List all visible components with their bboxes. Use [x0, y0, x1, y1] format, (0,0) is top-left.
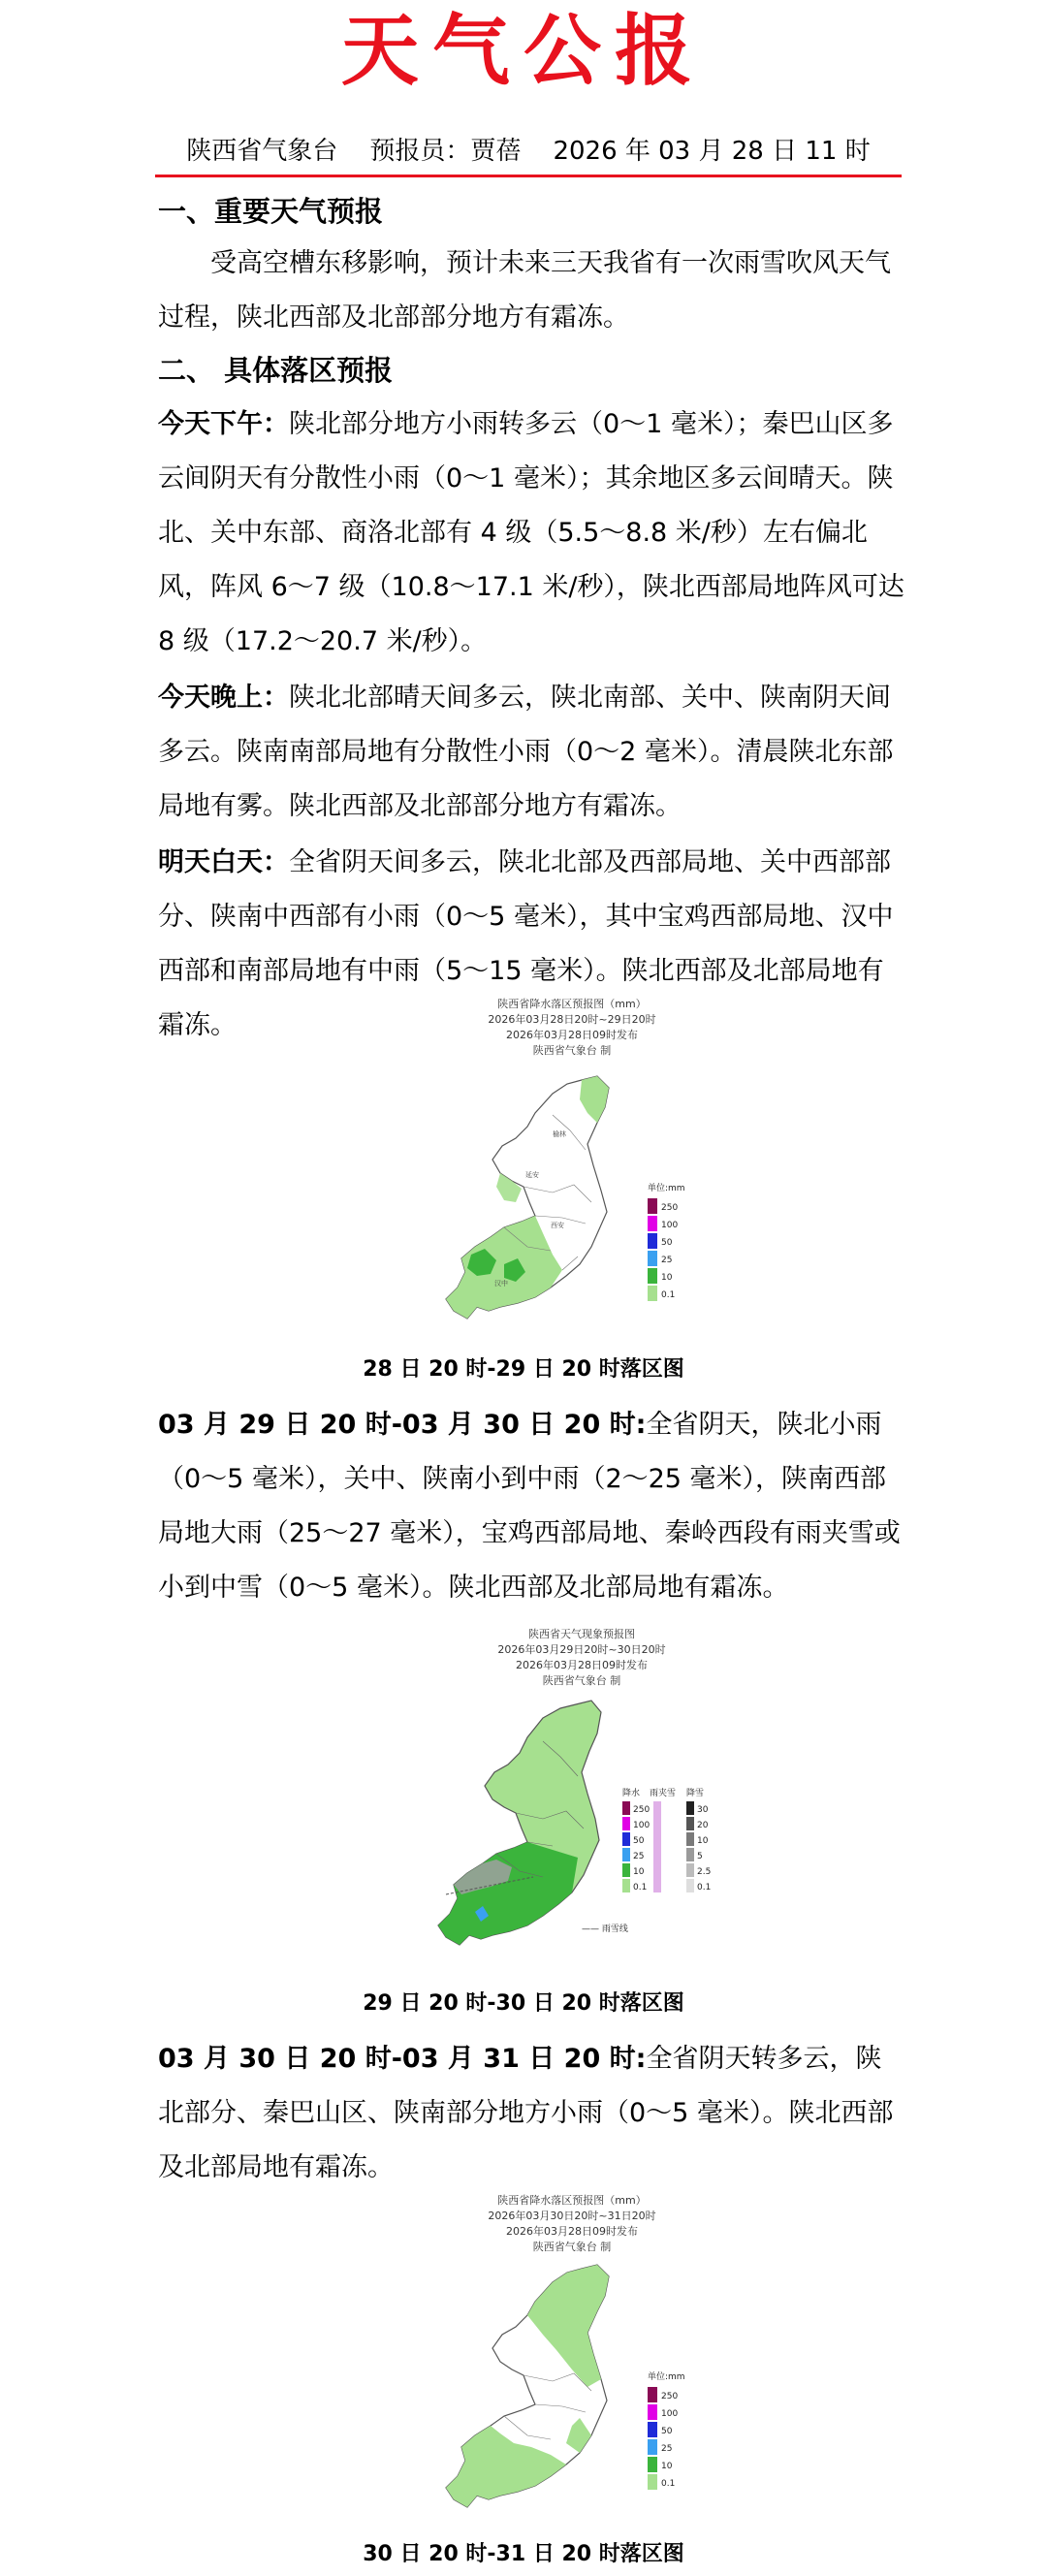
map3-legend-label-25: 25 [661, 2444, 673, 2454]
map1-period: 2026年03月28日20时~29日20时 [488, 1013, 656, 1026]
map1-legend [648, 1198, 678, 1301]
map1-svg [407, 1057, 737, 1348]
station-name: 陕西省气象台 [186, 137, 338, 166]
legend-swatch-250 [648, 1198, 657, 1214]
map1-producer: 陕西省气象台 制 [532, 1044, 612, 1057]
tomorrow-text: 全省阴天间多云，陕北北部及西部局地、关中西部部分、陕南中西部有小雨（0～5 毫米），其中宝鸡西部局地、汉中西部和南部局地有中雨（5～15 毫米）。陕北西部及北部局地有霜冻。 [158, 847, 894, 1040]
map2-svg [407, 1687, 756, 1968]
legend-label-0.1: 0.1 [661, 1290, 676, 1300]
map2-legend-label-100: 100 [633, 1821, 650, 1830]
meta-text [155, 132, 902, 171]
map3-legend-label-0.1: 0.1 [661, 2479, 676, 2489]
legend-label-250: 250 [661, 1203, 679, 1213]
map2-snow-label-30: 30 [697, 1805, 709, 1815]
map2-legend-snow [686, 1801, 711, 1892]
issue-datetime: 2026 年 03 月 28 日 11 时 [553, 137, 871, 166]
map2-legend-sleet-title: 雨夹雪 [650, 1789, 677, 1798]
legend-swatch-100 [648, 1216, 657, 1231]
map1-issued: 2026年03月28日09时发布 [506, 1029, 638, 1041]
precip-map-3 [407, 2189, 737, 2534]
map2-caption: 29 日 20 时-30 日 20 时落区图 [363, 1991, 684, 2016]
map2-snow-label-5: 5 [697, 1852, 703, 1861]
map2-legend-sleet [653, 1801, 661, 1892]
map2-legend-rain [622, 1801, 650, 1892]
map2-legend-label-250: 250 [633, 1805, 650, 1815]
map2-legend-rain-title: 降水 [622, 1789, 641, 1798]
meta-header [155, 132, 902, 177]
legend-label-100: 100 [661, 1221, 679, 1230]
forecast-tonight [158, 671, 904, 834]
map3-legend [648, 2387, 678, 2490]
map2-issued: 2026年03月28日09时发布 [516, 1659, 648, 1671]
section2-heading: 二、 具体落区预报 [158, 354, 394, 387]
tonight-text: 陕北北部晴天间多云，陕北南部、关中、陕南阴天间多云。陕南南部局地有分散性小雨（0～2 毫米）。清晨陕北东部局地有雾。陕北西部及北部部分地方有霜冻。 [158, 683, 894, 821]
map2-line-legend: —— 雨雪线 [582, 1924, 628, 1934]
tomorrow-label: 明天白天： [158, 847, 289, 877]
map2-legend-label-10: 10 [633, 1867, 645, 1877]
forecast-30-31 [158, 2032, 904, 2195]
precip-map-1 [407, 991, 737, 1340]
map1-caption: 28 日 20 时-29 日 20 时落区图 [363, 1357, 684, 1382]
legend-swatch-50 [648, 1233, 657, 1249]
map3-caption: 30 日 20 时-31 日 20 时落区图 [363, 2542, 684, 2566]
map3-legend-label-50: 50 [661, 2427, 673, 2436]
map1-city-label-1: 榆林 [553, 1130, 566, 1138]
afternoon-text: 陕北部分地方小雨转多云（0～1 毫米）；秦巴山区多云间阴天有分散性小雨（0～1 毫米）；其余地区多云间晴天。陕北、关中东部、商洛北部有 4 级（5.5～8.8 米/秒）左右偏北风，阵风 6～7 级（10.8～17.1 米/秒），陕北西部局地阵风可达 8 级（17.2～20.7 米/秒）。 [158, 409, 904, 656]
map2-snow-label-20: 20 [697, 1821, 709, 1830]
afternoon-label: 今天下午： [158, 409, 289, 439]
map1-legend-title: 单位:mm [648, 1184, 685, 1193]
map3-legend-title: 单位:mm [648, 2372, 685, 2382]
period-29-30-text: 全省阴天，陕北小雨（0～5 毫米），关中、陕南小到中雨（2～25 毫米），陕南西部局地大雨（25～27 毫米），宝鸡西部局地、秦岭西段有雨夹雪或小到中雪（0～5 毫米）。陕北西部及北部局地有霜冻。 [158, 1410, 901, 1603]
map2-producer: 陕西省气象台 制 [542, 1674, 621, 1687]
forecaster: 预报员：贾蓓 [369, 137, 522, 166]
period-30-31-text: 全省阴天转多云，陕北部分、秦巴山区、陕南部分地方小雨（0～5 毫米）。陕北西部及北部局地有霜冻。 [158, 2044, 894, 2182]
map1-city-label-4: 汉中 [494, 1280, 508, 1288]
map1-city-label-3: 西安 [551, 1222, 564, 1229]
map2-legend-label-25: 25 [633, 1852, 645, 1861]
moderate-rain-belt [438, 1842, 578, 1945]
map2-period: 2026年03月29日20时~30日20时 [497, 1643, 666, 1656]
map2-legend-snow-title: 降雪 [686, 1789, 705, 1798]
map3-issued: 2026年03月28日09时发布 [506, 2225, 638, 2238]
forecast-this-afternoon [158, 398, 904, 669]
period-29-30-label: 03 月 29 日 20 时-03 月 30 日 20 时: [158, 1410, 647, 1440]
map1-header [427, 997, 717, 1059]
map3-svg [407, 2253, 737, 2534]
map3-header [427, 2193, 717, 2255]
map2-header [436, 1627, 727, 1689]
map1-city-label-2: 延安 [525, 1171, 539, 1179]
map2-title: 陕西省天气现象预报图 [528, 1628, 635, 1640]
map1-title: 陕西省降水落区预报图（mm） [497, 998, 647, 1010]
legend-swatch-0.1 [648, 1286, 657, 1301]
legend-label-50: 50 [661, 1238, 673, 1248]
bulletin-title: 天气公报 [341, 5, 706, 96]
map3-title: 陕西省降水落区预报图（mm） [497, 2194, 647, 2207]
period-30-31-label: 03 月 30 日 20 时-03 月 31 日 20 时: [158, 2044, 647, 2074]
map3-legend-label-10: 10 [661, 2462, 673, 2471]
legend-swatch-25 [648, 1251, 657, 1266]
map3-producer: 陕西省气象台 制 [532, 2241, 612, 2253]
section1-heading: 一、重要天气预报 [158, 195, 384, 228]
weather-map-2 [407, 1621, 756, 1970]
map2-legend-label-50: 50 [633, 1836, 645, 1846]
legend-label-25: 25 [661, 1256, 673, 1265]
forecast-29-30 [158, 1398, 904, 1615]
map2-snow-label-0.1: 0.1 [697, 1883, 712, 1892]
map3-legend-label-100: 100 [661, 2409, 679, 2419]
tonight-label: 今天晚上： [158, 683, 289, 713]
map2-snow-label-10: 10 [697, 1836, 709, 1846]
map2-snow-label-2.5: 2.5 [697, 1867, 712, 1877]
map3-legend-label-250: 250 [661, 2392, 679, 2401]
section1-text: 受高空槽东移影响，预计未来三天我省有一次雨雪吹风天气过程，陕北西部及北部部分地方有霜冻。 [158, 248, 891, 333]
map2-legend-label-0.1: 0.1 [633, 1883, 648, 1892]
legend-label-10: 10 [661, 1273, 673, 1283]
map3-period: 2026年03月30日20时~31日20时 [488, 2210, 656, 2222]
legend-swatch-10 [648, 1268, 657, 1284]
